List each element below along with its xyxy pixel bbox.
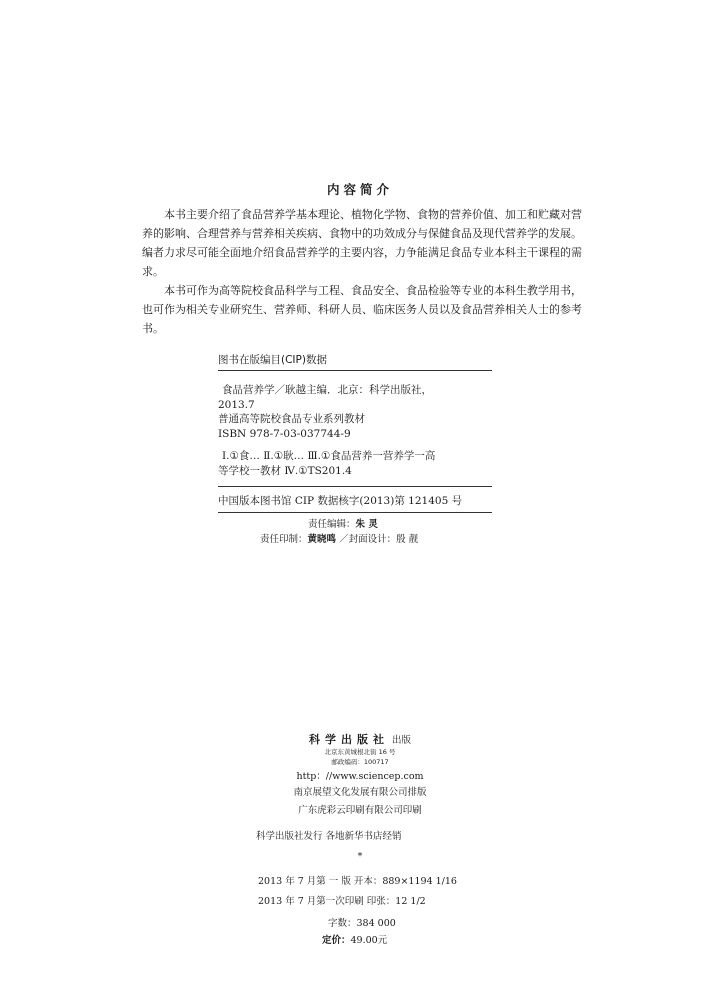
- distribution: 科学出版社发行 各地新华书店经销: [256, 831, 402, 842]
- print-manager-name: 黄晓鸣: [307, 534, 337, 545]
- cip-line-2: 2013.7: [218, 398, 255, 411]
- intro-paragraph-1: 本书主要介绍了食品营养学基本理论、植物化学物、食物的营养价值、加工和贮藏对营养的影响、合理营养与营养相关疾病、食物中的功效成分与保健食品及现代营养学的发展。编者力求尽可能全面地介绍食品营养学的主要内容，力争能满足食品专业本科主干课程的需求。: [142, 208, 582, 278]
- printer: 广东虎彩云印刷有限公司印刷: [298, 805, 422, 816]
- price-value: 49.00元: [350, 935, 388, 946]
- publisher-line: [0, 731, 720, 747]
- publisher-url: http：//www.sciencep.com: [296, 771, 424, 782]
- cip-series: 普通高等院校食品专业系列教材: [218, 413, 365, 425]
- cip-block: [218, 352, 492, 513]
- editor-label: 责任编辑：: [308, 519, 356, 530]
- cip-line-1: 食品营养学／耿越主编．北京：科学出版社，: [222, 384, 432, 396]
- word-count: 字数：384 000: [328, 918, 396, 929]
- cip-isbn: ISBN 978-7-03-037744-9: [218, 427, 351, 440]
- publisher-suffix: 出版: [392, 735, 412, 746]
- cip-classification-1: Ⅰ.①食… Ⅱ.①耿… Ⅲ.①食品营养一营养学一高: [222, 450, 436, 462]
- intro-title: 内容简介: [326, 182, 393, 197]
- separator-star: *: [357, 851, 363, 862]
- production-credit: [260, 531, 418, 545]
- cip-heading: 图书在版编目(CIP)数据: [218, 354, 327, 366]
- publisher-address: 北京东黄城根北街 16 号: [324, 748, 396, 756]
- intro-text: [142, 205, 582, 338]
- print-manager-label: 责任印制：: [260, 534, 308, 545]
- printing-line: 2013 年 7 月第一次印刷 印张：12 1/2: [258, 896, 426, 907]
- editor-name: 朱 灵: [355, 519, 378, 530]
- cip-classification-2: 等学校一教材 Ⅳ.①TS201.4: [218, 464, 352, 477]
- publisher-postcode: 邮政编码：100717: [331, 758, 389, 766]
- cover-designer-name: 殷 靓: [396, 534, 419, 545]
- price-line: [322, 932, 387, 946]
- cip-number: 中国版本图书馆 CIP 数据核字(2013)第 121405 号: [218, 495, 463, 507]
- editor-credit: [308, 516, 378, 530]
- price-label: 定价：: [322, 935, 351, 946]
- cover-design-label: ／封面设计：: [339, 534, 397, 545]
- intro-paragraph-2: 本书可作为高等院校食品科学与工程、食品安全、食品检验等专业的本科生教学用书，也可作为相关专业研究生、营养师、科研人员、临床医务人员以及食品营养相关人士的参考书。: [142, 284, 582, 335]
- typesetter: 南京展望文化发展有限公司排版: [293, 787, 427, 798]
- publisher-name: 科学出版社: [308, 733, 389, 746]
- cip-bottom-rule: [218, 512, 492, 513]
- edition-line: 2013 年 7 月第 一 版 开本：889×1194 1/16: [258, 876, 457, 887]
